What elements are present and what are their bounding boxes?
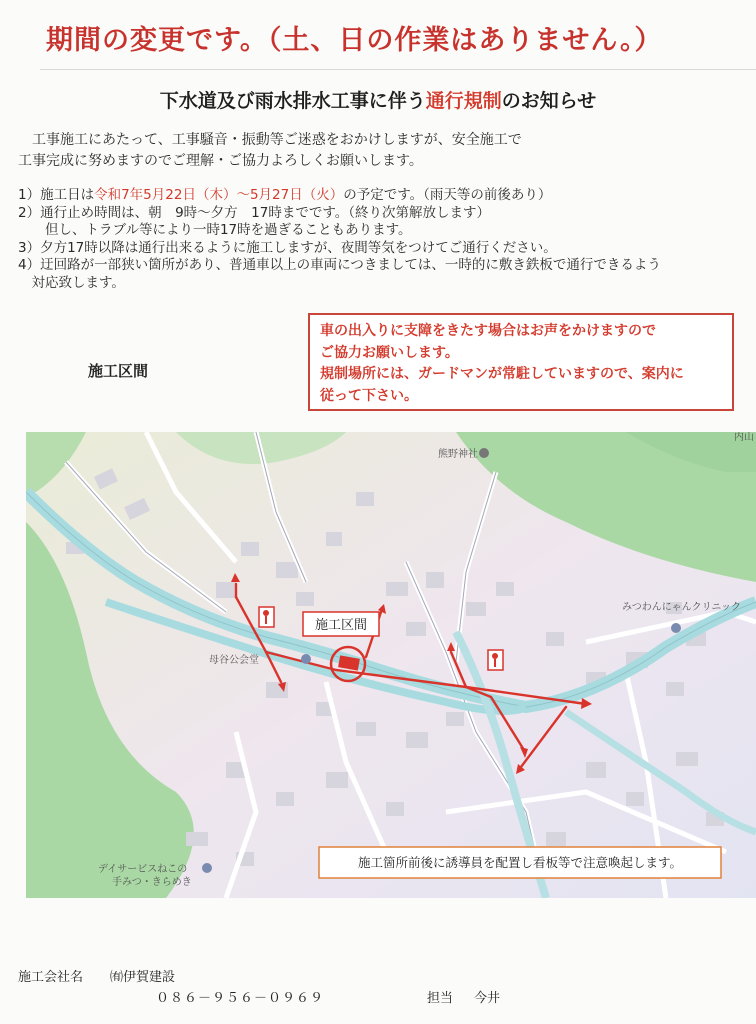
shrine-icon — [479, 448, 489, 458]
pin-icon — [202, 863, 212, 873]
item-text: 施工日は — [40, 187, 95, 203]
notice-items — [18, 187, 661, 293]
title-highlight: 通行規制 — [425, 90, 502, 112]
hall-label: 母谷公会堂 — [209, 655, 259, 666]
intro-paragraph — [18, 130, 522, 172]
item-text: 夕方17時以降は通行出来るように施工しますが、夜間等気をつけてご通行ください。 — [40, 239, 557, 256]
item-text: 但し、トラブル等により一時17時を過ぎることもあります。 — [18, 222, 412, 239]
guard-icon — [259, 607, 274, 627]
item-number: 3） — [18, 239, 41, 256]
item-number: 2） — [18, 204, 41, 221]
item-text: の予定です。（雨天等の前後あり） — [343, 187, 552, 203]
guide-note: 施工箇所前後に誘導員を配置し看板等で注意喚起します。 — [357, 855, 683, 870]
title-prefix: 下水道及び雨水排水工事に伴う — [159, 90, 426, 112]
service-label: 手みつ・きらめき — [112, 877, 192, 888]
notice-line: 従って下さい。 — [320, 387, 418, 404]
hall-icon — [301, 654, 311, 664]
notice-line: 規制場所には、ガードマンが常駐していますので、案内に — [320, 366, 684, 382]
notice-title — [0, 86, 756, 113]
service-label: デイサービスねこの — [98, 864, 188, 875]
title-suffix: のお知らせ — [501, 90, 597, 112]
intro-line: 工事施工にあたって、工事騒音・振動等ご迷惑をおかけしますが、安全施工で — [18, 132, 522, 148]
section-label: 施工区間 — [88, 362, 149, 380]
item-text: 迂回路が一部狭い箇所があり、普通車以上の車両につきましては、一時的に敷き鉄板で通行できるよう — [40, 257, 661, 274]
contact-label: 担当 — [427, 991, 454, 1006]
guard-icon — [488, 650, 503, 670]
company-name: ㈲伊賀建設 — [110, 970, 176, 985]
place-label: 内山 — [734, 432, 754, 443]
shrine-label: 熊野神社 — [438, 449, 478, 460]
list-item — [18, 187, 661, 205]
schedule-change-banner: 期間の変更です。（土、日の作業はありません。） — [46, 25, 663, 56]
list-item — [18, 222, 661, 240]
list-item — [18, 275, 661, 293]
company-phone: ０８６－９５６－０９６９ — [156, 991, 325, 1006]
contact-name: 今井 — [474, 991, 501, 1006]
list-item — [18, 240, 661, 258]
item-number: 4） — [18, 257, 41, 274]
item-text: 通行止め時間は、朝 9時～夕方 17時までです。（終り次第解放します） — [40, 204, 491, 221]
cooperation-notice-box — [308, 313, 734, 411]
construction-label: 施工区間 — [314, 618, 368, 633]
list-item — [18, 257, 661, 275]
notice-line: ご協力お願いします。 — [320, 344, 459, 361]
clinic-label: みつわんにゃんクリニック — [622, 602, 741, 613]
list-item — [18, 205, 661, 223]
company-label: 施工会社名 — [18, 970, 84, 985]
pin-icon — [671, 623, 681, 633]
construction-map — [26, 432, 756, 898]
work-period: 令和7年5月22日（木）～5月27日（火） — [94, 187, 344, 203]
intro-line: 工事完成に努めますのでご理解・ご協力よろしくお願いします。 — [18, 153, 423, 169]
notice-line: 車の出入りに支障をきたす場合はお声をかけますので — [320, 323, 656, 339]
divider — [40, 69, 756, 70]
item-number: 1） — [18, 187, 41, 203]
item-text: 対応致します。 — [18, 274, 125, 291]
map-svg — [26, 432, 756, 898]
